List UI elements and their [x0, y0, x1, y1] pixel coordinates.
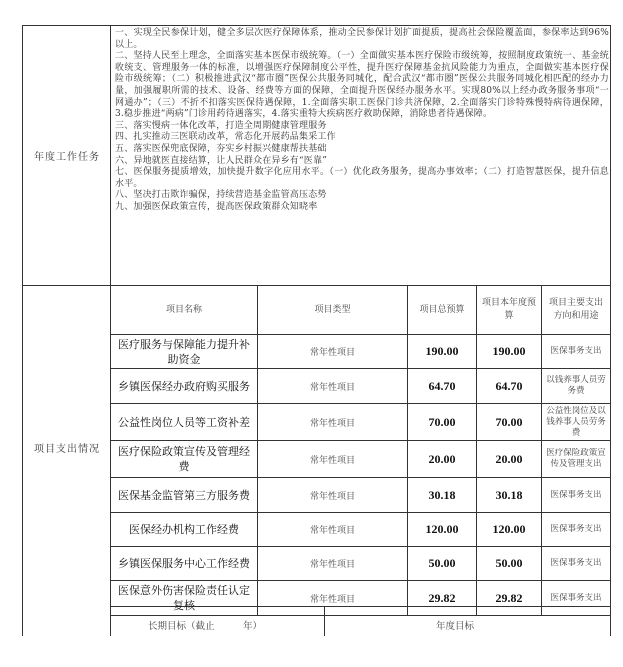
- total-budget-cell: 64.70: [408, 369, 477, 404]
- task-line: 四、扎实推动三医联动改革，常态化开展药品集采工作: [115, 132, 336, 143]
- task-line: 八、坚决打击欺诈骗保，持续营造基金监管高压态势: [115, 190, 327, 201]
- table-header-row: [111, 286, 611, 335]
- total-budget-cell: 20.00: [408, 441, 477, 478]
- usage-cell: [542, 369, 611, 404]
- long-term-goal-label: 长期目标（截止 年）: [148, 621, 263, 632]
- project-type-cell: 常年性项目: [258, 335, 408, 369]
- annual-tasks-text: [115, 28, 609, 214]
- usage-text: 医保事务支出: [550, 592, 602, 603]
- usage-cell: [542, 547, 611, 581]
- header-annual-budget: 项目本年度预算: [477, 286, 542, 335]
- usage-text: 医保事务支出: [550, 346, 602, 356]
- project-type-cell: 常年性项目: [258, 547, 408, 581]
- table-row: [111, 513, 611, 547]
- project-type-cell: 常年性项目: [258, 581, 408, 616]
- total-budget-cell: 190.00: [408, 335, 477, 369]
- project-name-cell: 医保意外伤害保险责任认定复核: [111, 581, 258, 616]
- table-row: [111, 441, 611, 478]
- usage-cell: [542, 478, 611, 513]
- usage-cell: [542, 513, 611, 547]
- task-line: 六、异地就医直接结算，让人民群众在异乡有“医靠”: [115, 155, 328, 166]
- project-type-cell: 常年性项目: [258, 478, 408, 513]
- project-type-cell: 常年性项目: [258, 404, 408, 441]
- annual-budget-cell: 64.70: [477, 369, 542, 404]
- total-budget-cell: 120.00: [408, 513, 477, 547]
- annual-budget-cell: 190.00: [477, 335, 542, 369]
- header-project-type: 项目类型: [258, 286, 408, 335]
- table-row: [111, 547, 611, 581]
- annual-budget-cell: 50.00: [477, 547, 542, 581]
- task-line: 三、落实慢病一体化改革，打造全周期健康管理服务: [115, 120, 327, 131]
- usage-text: 公益性岗位及以钱养事人员劳务费: [546, 405, 606, 438]
- table-row: [111, 581, 611, 616]
- project-name-cell: 医保经办机构工作经费: [111, 513, 258, 547]
- total-budget-cell: 70.00: [408, 404, 477, 441]
- usage-cell: [542, 441, 611, 478]
- usage-cell: [542, 581, 611, 616]
- task-line: 五、落实医保兜底保障，夯实乡村振兴健康帮扶基础: [115, 143, 327, 154]
- header-project-name: 项目名称: [111, 286, 258, 335]
- project-name-cell: 医疗保险政策宣传及管理经费: [111, 441, 258, 478]
- usage-text: 医保事务支出: [550, 489, 602, 500]
- usage-cell: [542, 335, 611, 369]
- project-name-cell: 乡镇医保经办政府购买服务: [111, 369, 258, 404]
- task-line: 七、医保服务提质增效，加快提升数字化应用水平。（一）优化政务服务，提高办事效率；（二）打造智慧医保，提升信息水平。: [115, 167, 609, 189]
- task-line: 二、坚持人民至上理念，全面落实基本医保市级统筹。（一）全面做实基本医疗保险市级统筹，按照制度政策统一、基金统收统支、管理服务一体的标准，以增强医疗保障制度公平性，提升医疗保障基金抗风险能力为重点，全面做实基本医疗保险市级统筹；（二）积极推进武汉“都市圈”医保公共服务同城化，配合武汉“都市圈”医保公共服务同城化相匹配的经办力量，加强履职所需的技术、设备、经费等方面的保障，全面提升医保经办服务水平。实现80%以上经办政务服务事项“一网通办”；（三）不折不扣落实医保待遇保障，1.全面落实职工医保门诊共济保障，2.全面落实门诊特殊慢特病待遇保障，3.稳步推进“两病”门诊用药待遇落实，4.落实重特大疾病医疗救助保障，消除患者待遇保障。: [115, 51, 609, 120]
- project-name-cell: 医保基金监管第三方服务费: [111, 478, 258, 513]
- annual-budget-cell: 70.00: [477, 404, 542, 441]
- annual-tasks-label: 年度工作任务: [34, 152, 100, 163]
- annual-budget-cell: 29.82: [477, 581, 542, 616]
- total-budget-cell: 30.18: [408, 478, 477, 513]
- annual-budget-cell: 120.00: [477, 513, 542, 547]
- task-line: 九、加强医保政策宣传，提高医保政策群众知晓率: [115, 201, 318, 212]
- table-row: [111, 478, 611, 513]
- project-type-cell: 常年性项目: [258, 369, 408, 404]
- task-line: 一、实现全民参保计划，健全多层次医疗保障体系，推动全民参保计划扩面提质，提高社会保险覆盖面，参保率达到96%以上。: [115, 28, 609, 50]
- usage-text: 医保事务支出: [550, 558, 602, 568]
- project-expenditure-table: [110, 285, 611, 616]
- project-name-cell: 医疗服务与保障能力提升补助资金: [111, 335, 258, 369]
- usage-text: 以钱养事人员劳务费: [546, 375, 606, 396]
- project-type-cell: 常年性项目: [258, 441, 408, 478]
- table-row: [111, 404, 611, 441]
- total-budget-cell: 50.00: [408, 547, 477, 581]
- usage-cell: [542, 404, 611, 441]
- project-expenditure-label: 项目支出情况: [34, 444, 100, 455]
- header-total-budget: 项目总预算: [408, 286, 477, 335]
- project-name-cell: 公益性岗位人员等工资补差: [111, 404, 258, 441]
- table-row: [111, 335, 611, 369]
- usage-text: 医保事务支出: [550, 524, 602, 534]
- usage-text: 医疗保险政策宣传及管理支出: [546, 448, 606, 469]
- project-name-cell: 乡镇医保服务中心工作经费: [111, 547, 258, 581]
- left-border: [22, 25, 23, 636]
- header-usage: 项目主要支出方向和用途: [542, 286, 611, 335]
- table-row: [111, 369, 611, 404]
- annual-goal-label: 年度目标: [436, 621, 475, 632]
- annual-budget-cell: 20.00: [477, 441, 542, 478]
- total-budget-cell: 29.82: [408, 581, 477, 616]
- annual-budget-cell: 30.18: [477, 478, 542, 513]
- project-type-cell: 常年性项目: [258, 513, 408, 547]
